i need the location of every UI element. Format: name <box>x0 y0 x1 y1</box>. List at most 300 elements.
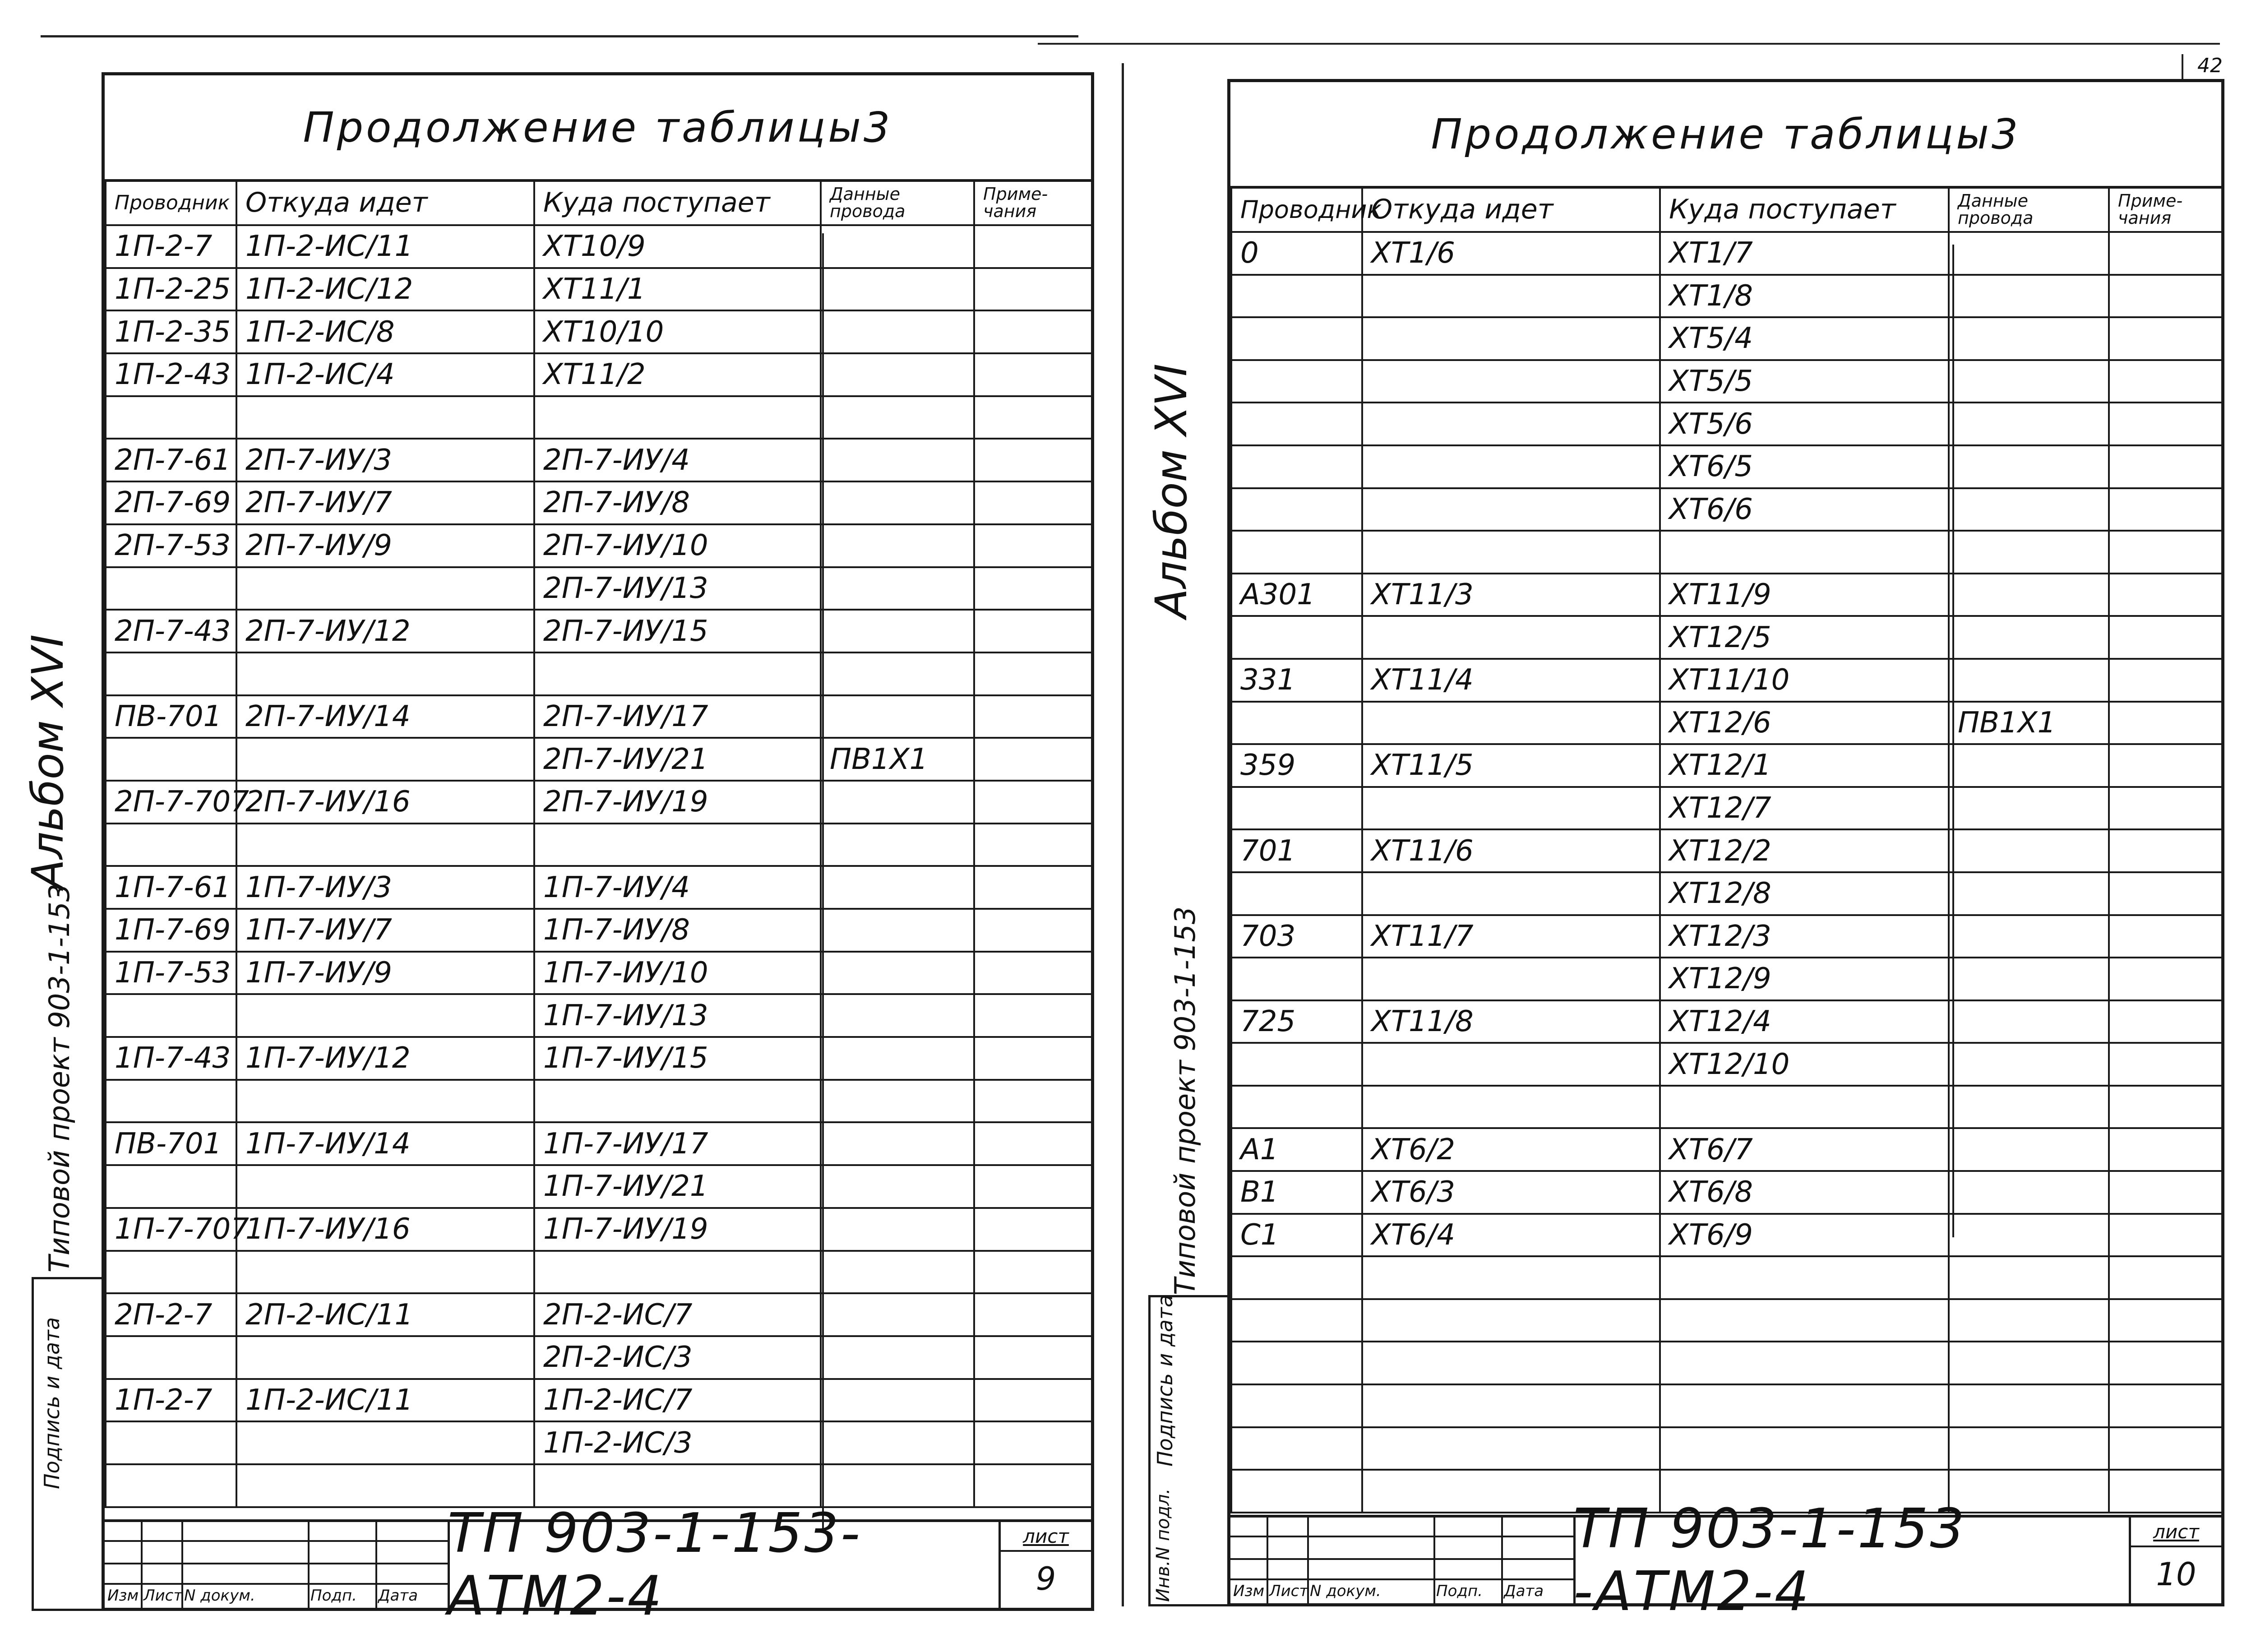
cell-wire-data <box>1949 1086 2109 1129</box>
cell-conductor <box>1231 488 1362 531</box>
cell-from: ХТ11/6 <box>1362 829 1660 872</box>
cell-to: 1П-7-ИУ/21 <box>534 1165 821 1208</box>
cell-from: ХТ11/7 <box>1362 915 1660 958</box>
table-row <box>1231 1043 2222 1086</box>
table-row <box>106 268 1092 311</box>
table-row <box>1231 574 2222 616</box>
table-row <box>106 952 1092 995</box>
cell-wire-data <box>1949 1171 2109 1214</box>
cell-to: ХТ11/10 <box>1660 659 1949 702</box>
table-header-row <box>1231 187 2222 232</box>
table-row <box>106 781 1092 824</box>
cell-conductor <box>1231 1299 1362 1342</box>
cell-from: ХТ11/4 <box>1362 659 1660 702</box>
cell-from <box>1362 702 1660 745</box>
cell-notes <box>974 353 1092 396</box>
cell-conductor: 1П-7-61 <box>106 866 236 909</box>
left-wire-table <box>105 179 1093 1508</box>
cell-notes <box>2109 445 2222 488</box>
table-row <box>1231 360 2222 403</box>
cell-conductor: 1П-7-53 <box>106 952 236 995</box>
cell-conductor <box>106 1421 236 1464</box>
cell-conductor: 725 <box>1231 1000 1362 1043</box>
cell-from <box>236 396 534 439</box>
cell-wire-data <box>1949 574 2109 616</box>
table-row <box>1231 1384 2222 1427</box>
header-from: Откуда идет <box>236 180 534 225</box>
right-doc-code: ТП 903-1-153 -АТМ2-4 <box>1573 1498 1966 1623</box>
table-row <box>106 1464 1092 1507</box>
cell-conductor <box>106 1080 236 1123</box>
stamp-label-doc: N докум. <box>1310 1582 1381 1600</box>
cell-conductor: 331 <box>1231 659 1362 702</box>
cell-from <box>1362 488 1660 531</box>
cell-notes <box>2109 1171 2222 1214</box>
cell-from <box>1362 275 1660 318</box>
cell-to: ХТ5/6 <box>1660 403 1949 445</box>
table-row <box>106 524 1092 567</box>
table-row <box>106 481 1092 524</box>
cell-from <box>1362 531 1660 574</box>
cell-from: 1П-2-ИС/12 <box>236 268 534 311</box>
cell-from <box>236 1336 534 1379</box>
cell-to <box>1660 1256 1949 1299</box>
cell-to: 2П-7-ИУ/21 <box>534 738 821 781</box>
cell-wire-data <box>1949 744 2109 787</box>
cell-wire-data <box>821 610 974 652</box>
cell-from: 1П-2-ИС/8 <box>236 310 534 353</box>
cell-wire-data <box>821 353 974 396</box>
cell-conductor: 2П-7-707 <box>106 781 236 824</box>
cell-conductor: 2П-7-61 <box>106 439 236 481</box>
cell-to <box>1660 1342 1949 1384</box>
table-row <box>1231 1342 2222 1384</box>
cell-wire-data <box>821 1080 974 1123</box>
header-notes: Приме-чания <box>974 180 1092 225</box>
right-margin-stamp-inv: Инв.N подл. <box>1153 1488 1174 1602</box>
cell-conductor <box>1231 958 1362 1000</box>
table-row <box>106 1251 1092 1294</box>
table-row <box>1231 1427 2222 1470</box>
cell-notes <box>2109 787 2222 830</box>
cell-to: 2П-2-ИС/3 <box>534 1336 821 1379</box>
cell-conductor: 1П-2-7 <box>106 225 236 268</box>
cell-wire-data <box>1949 616 2109 659</box>
left-title-block <box>105 1502 1091 1628</box>
table-row <box>106 396 1092 439</box>
cell-from <box>236 1080 534 1123</box>
cell-to: ХТ12/5 <box>1660 616 1949 659</box>
cell-from: ХТ6/4 <box>1362 1214 1660 1257</box>
cell-notes <box>2109 1427 2222 1470</box>
table-row <box>106 866 1092 909</box>
cell-notes <box>974 1037 1092 1080</box>
cell-conductor <box>106 652 236 695</box>
cell-wire-data <box>821 1165 974 1208</box>
cell-wire-data <box>821 1336 974 1379</box>
table-row <box>1231 275 2222 318</box>
cell-from <box>236 1165 534 1208</box>
cell-wire-data <box>821 1208 974 1251</box>
table-row <box>1231 829 2222 872</box>
cell-conductor <box>106 738 236 781</box>
cell-notes <box>2109 1043 2222 1086</box>
cell-notes <box>2109 659 2222 702</box>
cell-to: 2П-7-ИУ/8 <box>534 481 821 524</box>
cell-to: ХТ12/9 <box>1660 958 1949 1000</box>
top-rule-right <box>1038 43 2220 45</box>
cell-notes <box>2109 1299 2222 1342</box>
cell-to: 2П-7-ИУ/17 <box>534 695 821 738</box>
table-row <box>106 439 1092 481</box>
table-row <box>1231 1128 2222 1171</box>
cell-from <box>1362 1342 1660 1384</box>
cell-from: 2П-7-ИУ/3 <box>236 439 534 481</box>
cell-from: 1П-7-ИУ/9 <box>236 952 534 995</box>
cell-wire-data <box>821 652 974 695</box>
cell-to <box>1660 1086 1949 1129</box>
cell-wire-data <box>821 1122 974 1165</box>
cell-from <box>236 1421 534 1464</box>
cell-from <box>1362 1086 1660 1129</box>
cell-from <box>1362 403 1660 445</box>
cell-conductor <box>106 567 236 610</box>
cell-conductor <box>1231 1384 1362 1427</box>
cell-to <box>1660 531 1949 574</box>
table-row <box>106 1208 1092 1251</box>
cell-notes <box>974 439 1092 481</box>
cell-conductor: А301 <box>1231 574 1362 616</box>
cell-conductor <box>1231 1256 1362 1299</box>
cell-conductor: ПВ-701 <box>106 695 236 738</box>
cell-conductor <box>106 396 236 439</box>
cell-notes <box>974 524 1092 567</box>
cell-notes <box>974 1080 1092 1123</box>
table-row <box>1231 232 2222 275</box>
cell-wire-data <box>821 952 974 995</box>
cell-conductor <box>1231 872 1362 915</box>
cell-to: ХТ6/6 <box>1660 488 1949 531</box>
table-row <box>1231 915 2222 958</box>
left-project-label: Типовой проект 903-1-153 <box>43 884 76 1273</box>
cell-to: ХТ12/1 <box>1660 744 1949 787</box>
table-row <box>106 1379 1092 1422</box>
right-album-label: Альбом XVI <box>1146 363 1197 618</box>
cell-from <box>1362 360 1660 403</box>
right-sheet-number: 10 <box>2156 1556 2196 1593</box>
right-sheet-title: Продолжение таблицы3 <box>1230 82 2221 189</box>
cell-conductor: 1П-2-25 <box>106 268 236 311</box>
cell-notes <box>974 481 1092 524</box>
cell-notes <box>974 1379 1092 1422</box>
header-to: Куда поступает <box>1660 187 1949 232</box>
cell-from <box>236 652 534 695</box>
cell-conductor: 703 <box>1231 915 1362 958</box>
cell-conductor: 359 <box>1231 744 1362 787</box>
table-row <box>1231 872 2222 915</box>
table-row <box>106 1122 1092 1165</box>
cell-conductor <box>1231 702 1362 745</box>
table-row <box>106 652 1092 695</box>
table-row <box>1231 317 2222 360</box>
cell-to <box>534 396 821 439</box>
cell-wire-data <box>1949 1000 2109 1043</box>
cell-to <box>534 1464 821 1507</box>
cell-notes <box>2109 488 2222 531</box>
cell-to: 2П-7-ИУ/10 <box>534 524 821 567</box>
cell-from: ХТ6/2 <box>1362 1128 1660 1171</box>
cell-wire-data <box>1949 1342 2109 1384</box>
cell-conductor <box>1231 531 1362 574</box>
cell-to <box>1660 1384 1949 1427</box>
cell-wire-data <box>1949 531 2109 574</box>
cell-to: 1П-2-ИС/7 <box>534 1379 821 1422</box>
cell-to: ХТ1/7 <box>1660 232 1949 275</box>
table-row <box>1231 403 2222 445</box>
cell-conductor: ПВ-701 <box>106 1122 236 1165</box>
cell-notes <box>974 824 1092 866</box>
table-row <box>106 1336 1092 1379</box>
cell-from <box>1362 1384 1660 1427</box>
cell-wire-data <box>1949 1299 2109 1342</box>
right-margin-stamp-sign: Подпись и дата <box>1153 1294 1177 1467</box>
cell-to: 2П-7-ИУ/4 <box>534 439 821 481</box>
cell-from: 2П-7-ИУ/9 <box>236 524 534 567</box>
cell-wire-data <box>821 824 974 866</box>
stamp-label-date: Дата <box>378 1586 418 1605</box>
cell-to <box>534 1251 821 1294</box>
cell-notes <box>2109 829 2222 872</box>
table-row <box>106 353 1092 396</box>
cell-notes <box>2109 403 2222 445</box>
cell-from: ХТ11/5 <box>1362 744 1660 787</box>
cell-notes <box>2109 616 2222 659</box>
cell-conductor: 0 <box>1231 232 1362 275</box>
cell-notes <box>2109 574 2222 616</box>
table-row <box>1231 1171 2222 1214</box>
corner-sheet-number: 42 <box>2197 54 2223 77</box>
cell-notes <box>974 695 1092 738</box>
cell-conductor: 2П-7-69 <box>106 481 236 524</box>
cell-from: 1П-2-ИС/4 <box>236 353 534 396</box>
cell-notes <box>2109 317 2222 360</box>
cell-from: 1П-7-ИУ/3 <box>236 866 534 909</box>
cell-from: 1П-2-ИС/11 <box>236 225 534 268</box>
table-row <box>106 1165 1092 1208</box>
center-divider <box>1122 63 1124 1606</box>
table-row <box>1231 702 2222 745</box>
cell-from <box>1362 1427 1660 1470</box>
cell-notes <box>974 1336 1092 1379</box>
table-row <box>106 1293 1092 1336</box>
cell-conductor: С1 <box>1231 1214 1362 1257</box>
table-row <box>1231 1214 2222 1257</box>
stamp-label-sign: Подп. <box>310 1586 357 1605</box>
cell-from: 1П-2-ИС/11 <box>236 1379 534 1422</box>
left-sheet <box>102 72 1094 1628</box>
header-to: Куда поступает <box>534 180 821 225</box>
cell-notes <box>2109 1256 2222 1299</box>
cell-to: ХТ6/8 <box>1660 1171 1949 1214</box>
table-row <box>1231 616 2222 659</box>
cell-notes <box>2109 360 2222 403</box>
cell-notes <box>974 909 1092 952</box>
table-row <box>106 310 1092 353</box>
cell-notes <box>974 268 1092 311</box>
cell-notes <box>2109 1086 2222 1129</box>
cell-to: ХТ6/7 <box>1660 1128 1949 1171</box>
cell-conductor: 1П-2-7 <box>106 1379 236 1422</box>
cell-notes <box>974 1293 1092 1336</box>
cell-to <box>1660 1427 1949 1470</box>
cell-from: 2П-7-ИУ/16 <box>236 781 534 824</box>
cell-wire-data <box>1949 403 2109 445</box>
cell-from: 1П-7-ИУ/7 <box>236 909 534 952</box>
cell-conductor: 1П-7-707 <box>106 1208 236 1251</box>
cell-conductor <box>1231 403 1362 445</box>
cell-wire-data <box>821 909 974 952</box>
cell-notes <box>974 1208 1092 1251</box>
stamp-label-change: Изм <box>1233 1582 1265 1600</box>
cell-notes <box>2109 872 2222 915</box>
cell-notes <box>2109 1384 2222 1427</box>
cell-notes <box>2109 1000 2222 1043</box>
cell-from: 1П-7-ИУ/16 <box>236 1208 534 1251</box>
header-conductor: Проводник <box>1231 187 1362 232</box>
cell-notes <box>974 781 1092 824</box>
table-row <box>106 994 1092 1037</box>
cell-wire-data <box>821 481 974 524</box>
cell-notes <box>974 1421 1092 1464</box>
cell-to: ХТ5/5 <box>1660 360 1949 403</box>
cell-conductor <box>106 1336 236 1379</box>
cell-notes <box>974 652 1092 695</box>
cell-to: ХТ11/9 <box>1660 574 1949 616</box>
cell-notes <box>974 738 1092 781</box>
cell-to: 2П-2-ИС/7 <box>534 1293 821 1336</box>
table-header-row <box>106 180 1092 225</box>
cell-to: 2П-7-ИУ/13 <box>534 567 821 610</box>
cell-notes <box>2109 531 2222 574</box>
cell-from: 1П-7-ИУ/12 <box>236 1037 534 1080</box>
cell-notes <box>974 1165 1092 1208</box>
cell-to: ХТ12/3 <box>1660 915 1949 958</box>
table-row <box>1231 1000 2222 1043</box>
cell-from: 2П-7-ИУ/14 <box>236 695 534 738</box>
table-row <box>106 1421 1092 1464</box>
cell-notes <box>2109 915 2222 958</box>
cell-wire-data <box>821 1251 974 1294</box>
left-sheet-title: Продолжение таблицы3 <box>105 75 1091 182</box>
cell-wire-data <box>821 439 974 481</box>
cell-notes <box>974 994 1092 1037</box>
cell-notes <box>974 1122 1092 1165</box>
cell-conductor <box>1231 317 1362 360</box>
cell-to: 1П-7-ИУ/15 <box>534 1037 821 1080</box>
cell-from: ХТ1/6 <box>1362 232 1660 275</box>
cell-wire-data <box>821 567 974 610</box>
cell-from <box>1362 1299 1660 1342</box>
table-row <box>106 1037 1092 1080</box>
header-wire-data: Данные провода <box>821 180 974 225</box>
cell-from: 1П-7-ИУ/14 <box>236 1122 534 1165</box>
cell-to: ХТ11/1 <box>534 268 821 311</box>
table-row <box>1231 488 2222 531</box>
cell-notes <box>2109 1342 2222 1384</box>
cell-notes <box>974 1464 1092 1507</box>
cell-to <box>1660 1299 1949 1342</box>
cell-conductor <box>1231 1086 1362 1129</box>
stamp-label-date: Дата <box>1504 1582 1544 1600</box>
table-row <box>1231 787 2222 830</box>
cell-wire-data <box>1949 1128 2109 1171</box>
cell-conductor: 2П-7-53 <box>106 524 236 567</box>
cell-from <box>1362 445 1660 488</box>
cell-wire-data <box>821 524 974 567</box>
cell-conductor <box>106 1251 236 1294</box>
right-sheet-box <box>2129 1518 2221 1603</box>
cell-conductor <box>106 1165 236 1208</box>
table-row <box>1231 445 2222 488</box>
cell-wire-data <box>821 781 974 824</box>
left-sheet-box <box>999 1522 1091 1608</box>
cell-wire-data <box>1949 1427 2109 1470</box>
header-notes: Приме-чания <box>2109 187 2222 232</box>
cell-to: 1П-7-ИУ/8 <box>534 909 821 952</box>
right-project-label: Типовой проект 903-1-153 <box>1169 906 1202 1295</box>
cell-notes <box>974 225 1092 268</box>
cell-wire-data <box>1949 360 2109 403</box>
cell-from <box>1362 872 1660 915</box>
cell-conductor <box>1231 1342 1362 1384</box>
cell-wire-data <box>821 396 974 439</box>
cell-wire-data <box>1949 317 2109 360</box>
table-row <box>1231 1086 2222 1129</box>
cell-wire-data <box>1949 232 2109 275</box>
cell-from <box>236 738 534 781</box>
cell-conductor <box>1231 360 1362 403</box>
cell-notes <box>2109 275 2222 318</box>
cell-from <box>236 1251 534 1294</box>
cell-conductor: 701 <box>1231 829 1362 872</box>
cell-wire-data <box>821 1379 974 1422</box>
cell-to: 1П-7-ИУ/17 <box>534 1122 821 1165</box>
cell-from <box>1362 1043 1660 1086</box>
table-row <box>1231 659 2222 702</box>
cell-notes <box>2109 1214 2222 1257</box>
table-row <box>106 567 1092 610</box>
cell-from <box>1362 317 1660 360</box>
cell-from <box>236 994 534 1037</box>
cell-notes <box>974 952 1092 995</box>
cell-to: ХТ10/9 <box>534 225 821 268</box>
cell-wire-data <box>1949 958 2109 1000</box>
table-row <box>106 738 1092 781</box>
cell-notes <box>974 567 1092 610</box>
table-row <box>1231 531 2222 574</box>
cell-from: ХТ11/3 <box>1362 574 1660 616</box>
cell-from <box>236 567 534 610</box>
cell-conductor: 1П-2-35 <box>106 310 236 353</box>
cell-wire-data <box>821 994 974 1037</box>
cell-wire-data <box>1949 275 2109 318</box>
cell-conductor: 1П-7-43 <box>106 1037 236 1080</box>
cell-wire-data <box>821 1037 974 1080</box>
right-wire-group-brace <box>1952 245 1954 1237</box>
cell-wire-data <box>821 1464 974 1507</box>
cell-to <box>534 1080 821 1123</box>
cell-from <box>1362 787 1660 830</box>
